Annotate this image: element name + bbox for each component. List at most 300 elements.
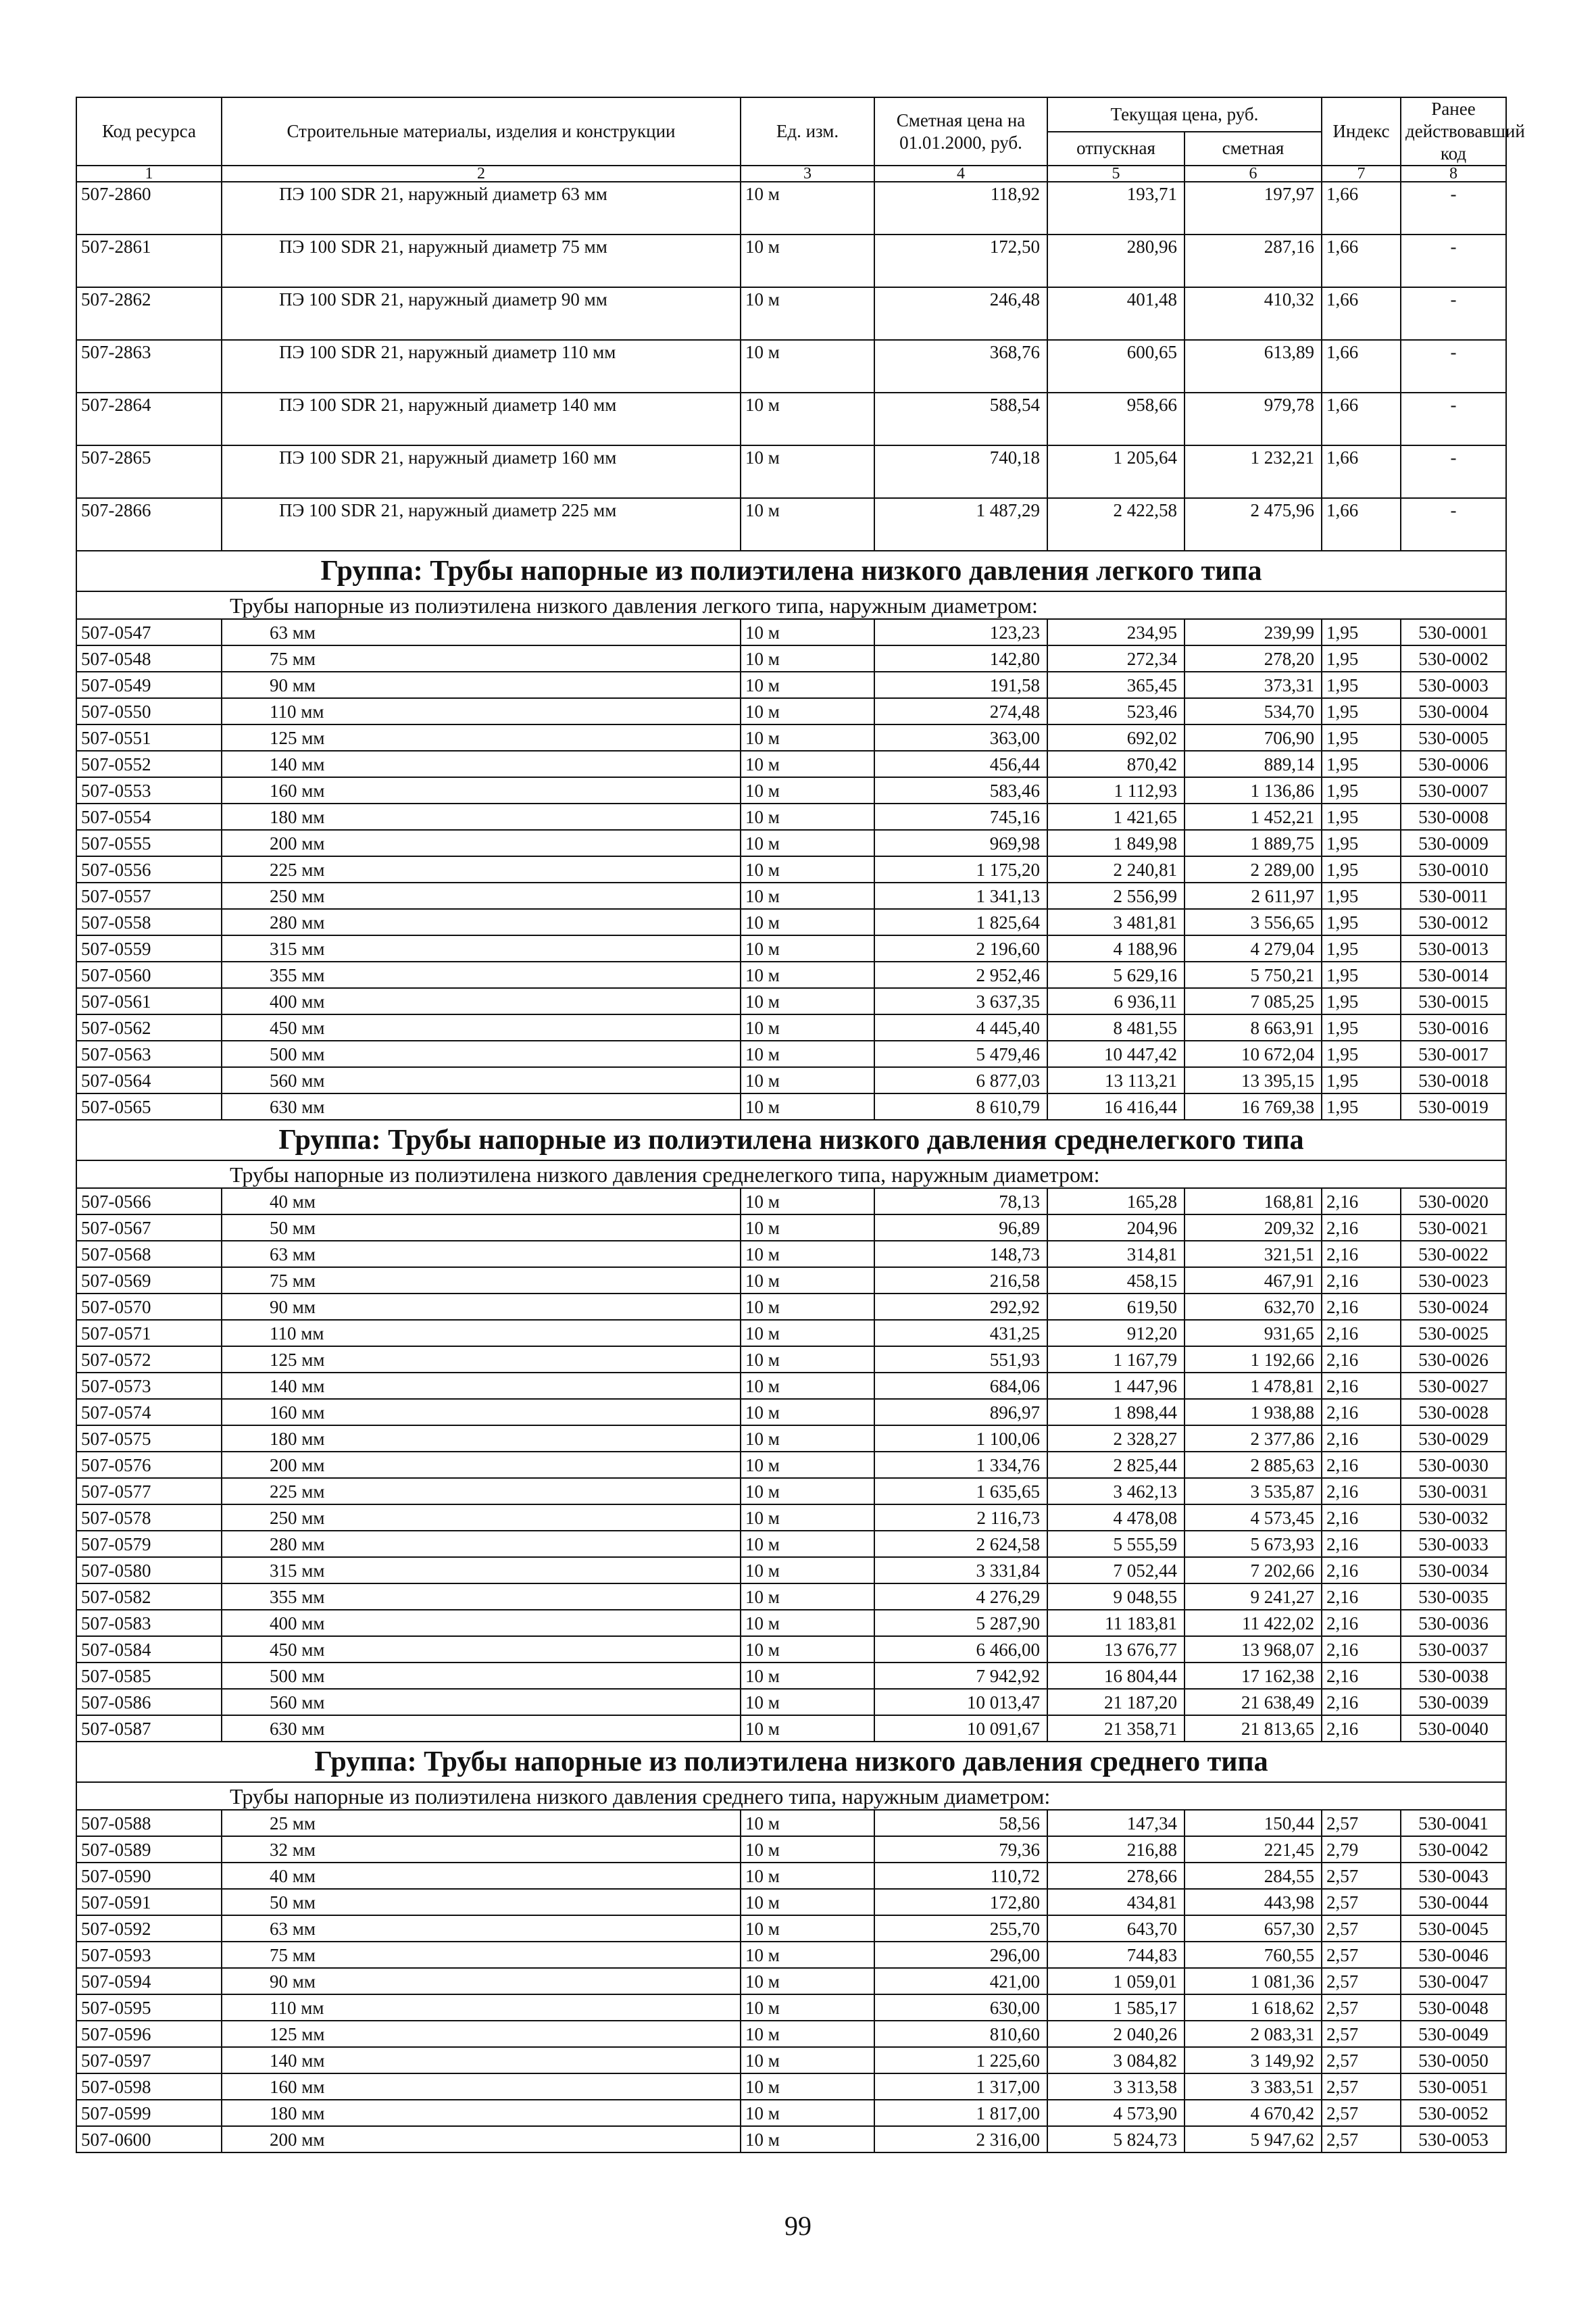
cell-wholesale-price: 6 936,11 <box>1047 988 1184 1014</box>
cell-estimate-price: 278,20 <box>1184 645 1322 672</box>
cell-base-price: 1 341,13 <box>874 883 1047 909</box>
cell-unit: 10 м <box>741 287 874 340</box>
cell-estimate-price: 13 395,15 <box>1184 1067 1322 1093</box>
cell-unit: 10 м <box>741 1214 874 1241</box>
cell-index: 2,79 <box>1322 1836 1401 1863</box>
cell-previous-code: 530-0009 <box>1401 830 1506 856</box>
cell-previous-code: 530-0026 <box>1401 1346 1506 1373</box>
cell-previous-code: 530-0008 <box>1401 804 1506 830</box>
cell-base-price: 2 316,00 <box>874 2126 1047 2152</box>
cell-unit: 10 м <box>741 182 874 235</box>
cell-unit: 10 м <box>741 1241 874 1267</box>
cell-code: 507-0579 <box>76 1531 222 1557</box>
cell-previous-code: 530-0044 <box>1401 1889 1506 1915</box>
cell-index: 1,66 <box>1322 498 1401 551</box>
cell-estimate-price: 9 241,27 <box>1184 1583 1322 1610</box>
price-table <box>76 97 1525 2153</box>
cell-description: 280 мм <box>222 909 741 935</box>
group-subtitle-row <box>76 591 1506 619</box>
cell-description: 630 мм <box>222 1715 741 1742</box>
cell-wholesale-price: 4 573,90 <box>1047 2100 1184 2126</box>
cell-wholesale-price: 193,71 <box>1047 182 1184 235</box>
cell-previous-code: 530-0032 <box>1401 1504 1506 1531</box>
cell-index: 1,66 <box>1322 182 1401 235</box>
col-header-wholesale: отпускная <box>1047 132 1184 166</box>
cell-base-price: 2 624,58 <box>874 1531 1047 1557</box>
cell-description: 90 мм <box>222 672 741 698</box>
cell-previous-code: 530-0024 <box>1401 1294 1506 1320</box>
cell-code: 507-0586 <box>76 1689 222 1715</box>
table-row <box>76 1610 1506 1636</box>
cell-previous-code: 530-0006 <box>1401 751 1506 777</box>
cell-code: 507-0560 <box>76 962 222 988</box>
cell-base-price: 630,00 <box>874 1994 1047 2021</box>
cell-base-price: 1 225,60 <box>874 2047 1047 2073</box>
cell-wholesale-price: 204,96 <box>1047 1214 1184 1241</box>
cell-estimate-price: 2 289,00 <box>1184 856 1322 883</box>
cell-code: 507-0582 <box>76 1583 222 1610</box>
cell-previous-code: 530-0036 <box>1401 1610 1506 1636</box>
table-row <box>76 1241 1506 1267</box>
cell-unit: 10 м <box>741 1663 874 1689</box>
cell-estimate-price: 209,32 <box>1184 1214 1322 1241</box>
cell-wholesale-price: 1 112,93 <box>1047 777 1184 804</box>
table-row <box>76 909 1506 935</box>
cell-unit: 10 м <box>741 1915 874 1942</box>
cell-wholesale-price: 3 313,58 <box>1047 2073 1184 2100</box>
cell-description: 160 мм <box>222 2073 741 2100</box>
cell-base-price: 368,76 <box>874 340 1047 393</box>
cell-code: 507-0558 <box>76 909 222 935</box>
cell-description: 355 мм <box>222 1583 741 1610</box>
cell-previous-code: 530-0025 <box>1401 1320 1506 1346</box>
cell-description: 50 мм <box>222 1889 741 1915</box>
cell-code: 507-0548 <box>76 645 222 672</box>
cell-previous-code: 530-0053 <box>1401 2126 1506 2152</box>
col-header-index: Индекс <box>1322 97 1401 166</box>
cell-index: 2,57 <box>1322 1810 1401 1836</box>
header-row <box>76 97 1506 132</box>
cell-base-price: 58,56 <box>874 1810 1047 1836</box>
cell-base-price: 745,16 <box>874 804 1047 830</box>
col-header-base-price: Сметная цена на 01.01.2000, руб. <box>874 97 1047 166</box>
cell-wholesale-price: 16 804,44 <box>1047 1663 1184 1689</box>
cell-index: 2,16 <box>1322 1636 1401 1663</box>
cell-estimate-price: 632,70 <box>1184 1294 1322 1320</box>
cell-description: 180 мм <box>222 1425 741 1452</box>
cell-base-price: 5 479,46 <box>874 1041 1047 1067</box>
cell-unit: 10 м <box>741 2073 874 2100</box>
cell-wholesale-price: 523,46 <box>1047 698 1184 724</box>
cell-previous-code: 530-0003 <box>1401 672 1506 698</box>
table-row <box>76 1863 1506 1889</box>
cell-code: 507-2866 <box>76 498 222 551</box>
table-row <box>76 883 1506 909</box>
cell-estimate-price: 5 947,62 <box>1184 2126 1322 2152</box>
cell-index: 2,16 <box>1322 1504 1401 1531</box>
cell-estimate-price: 410,32 <box>1184 287 1322 340</box>
cell-estimate-price: 1 136,86 <box>1184 777 1322 804</box>
cell-previous-code: 530-0020 <box>1401 1188 1506 1214</box>
cell-previous-code: 530-0018 <box>1401 1067 1506 1093</box>
cell-previous-code: 530-0045 <box>1401 1915 1506 1942</box>
cell-index: 2,16 <box>1322 1241 1401 1267</box>
cell-wholesale-price: 280,96 <box>1047 235 1184 287</box>
cell-base-price: 96,89 <box>874 1214 1047 1241</box>
cell-index: 2,16 <box>1322 1294 1401 1320</box>
cell-wholesale-price: 278,66 <box>1047 1863 1184 1889</box>
table-row <box>76 698 1506 724</box>
table-row <box>76 935 1506 962</box>
cell-estimate-price: 534,70 <box>1184 698 1322 724</box>
cell-index: 2,57 <box>1322 1994 1401 2021</box>
cell-unit: 10 м <box>741 1689 874 1715</box>
cell-index: 2,57 <box>1322 1863 1401 1889</box>
column-number: 4 <box>874 166 1047 182</box>
cell-estimate-price: 889,14 <box>1184 751 1322 777</box>
table-row <box>76 1636 1506 1663</box>
cell-base-price: 1 175,20 <box>874 856 1047 883</box>
table-row <box>76 1425 1506 1452</box>
cell-index: 2,57 <box>1322 2021 1401 2047</box>
cell-index: 2,57 <box>1322 1968 1401 1994</box>
cell-description: 200 мм <box>222 2126 741 2152</box>
price-table-sheet <box>76 97 1525 2153</box>
cell-base-price: 191,58 <box>874 672 1047 698</box>
cell-unit: 10 м <box>741 1267 874 1294</box>
cell-estimate-price: 287,16 <box>1184 235 1322 287</box>
cell-unit: 10 м <box>741 962 874 988</box>
cell-description: 250 мм <box>222 883 741 909</box>
cell-previous-code: 530-0049 <box>1401 2021 1506 2047</box>
cell-index: 2,16 <box>1322 1557 1401 1583</box>
cell-description: 125 мм <box>222 1346 741 1373</box>
cell-previous-code: 530-0042 <box>1401 1836 1506 1863</box>
cell-code: 507-0589 <box>76 1836 222 1863</box>
cell-unit: 10 м <box>741 1994 874 2021</box>
column-number-row <box>76 166 1506 182</box>
cell-index: 1,66 <box>1322 340 1401 393</box>
table-row <box>76 1557 1506 1583</box>
cell-estimate-price: 931,65 <box>1184 1320 1322 1346</box>
cell-code: 507-2865 <box>76 445 222 498</box>
cell-wholesale-price: 619,50 <box>1047 1294 1184 1320</box>
cell-previous-code: 530-0029 <box>1401 1425 1506 1452</box>
cell-index: 1,66 <box>1322 445 1401 498</box>
group-subtitle-row <box>76 1160 1506 1188</box>
cell-estimate-price: 760,55 <box>1184 1942 1322 1968</box>
cell-base-price: 969,98 <box>874 830 1047 856</box>
cell-previous-code: 530-0015 <box>1401 988 1506 1014</box>
col-header-previous-code: Ранее действовавший код <box>1401 97 1506 166</box>
cell-previous-code: 530-0023 <box>1401 1267 1506 1294</box>
cell-description: ПЭ 100 SDR 21, наружный диаметр 140 мм <box>222 393 741 445</box>
cell-index: 1,95 <box>1322 1067 1401 1093</box>
col-header-current-price: Текущая цена, руб. <box>1047 97 1322 132</box>
cell-description: 75 мм <box>222 1267 741 1294</box>
cell-code: 507-0564 <box>76 1067 222 1093</box>
cell-index: 1,95 <box>1322 804 1401 830</box>
cell-base-price: 4 445,40 <box>874 1014 1047 1041</box>
cell-estimate-price: 373,31 <box>1184 672 1322 698</box>
cell-description: 125 мм <box>222 2021 741 2047</box>
cell-index: 1,66 <box>1322 287 1401 340</box>
cell-code: 507-0554 <box>76 804 222 830</box>
cell-base-price: 8 610,79 <box>874 1093 1047 1120</box>
cell-index: 1,95 <box>1322 856 1401 883</box>
cell-estimate-price: 2 611,97 <box>1184 883 1322 909</box>
table-row <box>76 2047 1506 2073</box>
cell-wholesale-price: 2 556,99 <box>1047 883 1184 909</box>
cell-wholesale-price: 234,95 <box>1047 619 1184 645</box>
table-row <box>76 724 1506 751</box>
cell-wholesale-price: 744,83 <box>1047 1942 1184 1968</box>
table-row <box>76 1093 1506 1120</box>
cell-estimate-price: 2 377,86 <box>1184 1425 1322 1452</box>
cell-unit: 10 м <box>741 830 874 856</box>
cell-code: 507-0592 <box>76 1915 222 1942</box>
cell-wholesale-price: 1 059,01 <box>1047 1968 1184 1994</box>
cell-estimate-price: 8 663,91 <box>1184 1014 1322 1041</box>
cell-description: 75 мм <box>222 645 741 672</box>
cell-unit: 10 м <box>741 2021 874 2047</box>
cell-description: 450 мм <box>222 1014 741 1041</box>
cell-index: 2,16 <box>1322 1689 1401 1715</box>
cell-wholesale-price: 5 824,73 <box>1047 2126 1184 2152</box>
cell-description: 560 мм <box>222 1067 741 1093</box>
cell-previous-code: 530-0030 <box>1401 1452 1506 1478</box>
table-row <box>76 235 1506 287</box>
cell-code: 507-2864 <box>76 393 222 445</box>
cell-code: 507-0552 <box>76 751 222 777</box>
cell-previous-code: 530-0039 <box>1401 1689 1506 1715</box>
cell-wholesale-price: 314,81 <box>1047 1241 1184 1267</box>
column-number: 2 <box>222 166 741 182</box>
cell-base-price: 896,97 <box>874 1399 1047 1425</box>
cell-index: 2,57 <box>1322 2126 1401 2152</box>
cell-unit: 10 м <box>741 1041 874 1067</box>
cell-code: 507-0597 <box>76 2047 222 2073</box>
cell-description: 140 мм <box>222 1373 741 1399</box>
cell-wholesale-price: 16 416,44 <box>1047 1093 1184 1120</box>
cell-code: 507-0551 <box>76 724 222 751</box>
cell-index: 2,16 <box>1322 1531 1401 1557</box>
cell-unit: 10 м <box>741 751 874 777</box>
cell-wholesale-price: 21 358,71 <box>1047 1715 1184 1742</box>
table-row <box>76 1294 1506 1320</box>
table-row <box>76 751 1506 777</box>
cell-description: 160 мм <box>222 777 741 804</box>
cell-estimate-price: 2 083,31 <box>1184 2021 1322 2047</box>
cell-wholesale-price: 958,66 <box>1047 393 1184 445</box>
cell-code: 507-2861 <box>76 235 222 287</box>
cell-unit: 10 м <box>741 724 874 751</box>
cell-code: 507-0587 <box>76 1715 222 1742</box>
cell-unit: 10 м <box>741 2100 874 2126</box>
cell-previous-code: 530-0047 <box>1401 1968 1506 1994</box>
cell-unit: 10 м <box>741 1715 874 1742</box>
cell-previous-code: 530-0002 <box>1401 645 1506 672</box>
cell-wholesale-price: 5 629,16 <box>1047 962 1184 988</box>
cell-previous-code: 530-0052 <box>1401 2100 1506 2126</box>
col-header-materials: Строительные материалы, изделия и конструкции <box>222 97 741 166</box>
table-row <box>76 777 1506 804</box>
cell-code: 507-0567 <box>76 1214 222 1241</box>
cell-index: 1,95 <box>1322 830 1401 856</box>
cell-estimate-price: 657,30 <box>1184 1915 1322 1942</box>
cell-base-price: 172,80 <box>874 1889 1047 1915</box>
cell-index: 2,57 <box>1322 2073 1401 2100</box>
cell-description: ПЭ 100 SDR 21, наружный диаметр 90 мм <box>222 287 741 340</box>
cell-estimate-price: 21 813,65 <box>1184 1715 1322 1742</box>
cell-index: 2,57 <box>1322 1889 1401 1915</box>
table-row <box>76 2021 1506 2047</box>
cell-code: 507-0572 <box>76 1346 222 1373</box>
cell-description: 50 мм <box>222 1214 741 1241</box>
cell-code: 507-0588 <box>76 1810 222 1836</box>
cell-index: 1,95 <box>1322 962 1401 988</box>
cell-wholesale-price: 13 113,21 <box>1047 1067 1184 1093</box>
table-row <box>76 340 1506 393</box>
cell-base-price: 3 637,35 <box>874 988 1047 1014</box>
cell-index: 2,16 <box>1322 1320 1401 1346</box>
cell-estimate-price: 284,55 <box>1184 1863 1322 1889</box>
cell-index: 1,95 <box>1322 672 1401 698</box>
cell-code: 507-0599 <box>76 2100 222 2126</box>
cell-description: ПЭ 100 SDR 21, наружный диаметр 110 мм <box>222 340 741 393</box>
cell-previous-code: 530-0035 <box>1401 1583 1506 1610</box>
cell-estimate-price: 168,81 <box>1184 1188 1322 1214</box>
cell-code: 507-0573 <box>76 1373 222 1399</box>
table-row <box>76 1041 1506 1067</box>
col-header-code: Код ресурса <box>76 97 222 166</box>
cell-code: 507-0563 <box>76 1041 222 1067</box>
cell-previous-code: 530-0019 <box>1401 1093 1506 1120</box>
cell-base-price: 255,70 <box>874 1915 1047 1942</box>
group-title: Группа: Трубы напорные из полиэтилена низкого давления легкого типа <box>76 551 1506 591</box>
cell-previous-code: 530-0007 <box>1401 777 1506 804</box>
cell-unit: 10 м <box>741 1399 874 1425</box>
cell-code: 507-0596 <box>76 2021 222 2047</box>
cell-unit: 10 м <box>741 988 874 1014</box>
table-row <box>76 1214 1506 1241</box>
cell-index: 1,95 <box>1322 698 1401 724</box>
table-row <box>76 804 1506 830</box>
cell-code: 507-0595 <box>76 1994 222 2021</box>
cell-index: 2,16 <box>1322 1452 1401 1478</box>
cell-previous-code: - <box>1401 340 1506 393</box>
cell-previous-code: 530-0011 <box>1401 883 1506 909</box>
cell-description: 200 мм <box>222 830 741 856</box>
column-number: 7 <box>1322 166 1401 182</box>
group-title-row <box>76 1742 1506 1782</box>
cell-previous-code: 530-0021 <box>1401 1214 1506 1241</box>
cell-previous-code: 530-0038 <box>1401 1663 1506 1689</box>
cell-unit: 10 м <box>741 1320 874 1346</box>
cell-base-price: 684,06 <box>874 1373 1047 1399</box>
cell-previous-code: 530-0033 <box>1401 1531 1506 1557</box>
cell-unit: 10 м <box>741 619 874 645</box>
cell-description: 90 мм <box>222 1968 741 1994</box>
cell-index: 2,16 <box>1322 1715 1401 1742</box>
group-title: Группа: Трубы напорные из полиэтилена низкого давления среднелегкого типа <box>76 1120 1506 1160</box>
cell-description: 110 мм <box>222 1320 741 1346</box>
cell-base-price: 5 287,90 <box>874 1610 1047 1636</box>
cell-base-price: 216,58 <box>874 1267 1047 1294</box>
cell-unit: 10 м <box>741 883 874 909</box>
cell-unit: 10 м <box>741 2126 874 2152</box>
group-title-row <box>76 1120 1506 1160</box>
cell-code: 507-0549 <box>76 672 222 698</box>
cell-previous-code: 530-0012 <box>1401 909 1506 935</box>
cell-code: 507-2863 <box>76 340 222 393</box>
cell-wholesale-price: 8 481,55 <box>1047 1014 1184 1041</box>
table-row <box>76 1531 1506 1557</box>
cell-estimate-price: 1 232,21 <box>1184 445 1322 498</box>
cell-description: 500 мм <box>222 1663 741 1689</box>
cell-index: 1,95 <box>1322 883 1401 909</box>
cell-wholesale-price: 1 898,44 <box>1047 1399 1184 1425</box>
cell-unit: 10 м <box>741 235 874 287</box>
table-row <box>76 1663 1506 1689</box>
cell-index: 2,57 <box>1322 1915 1401 1942</box>
cell-unit: 10 м <box>741 777 874 804</box>
cell-estimate-price: 7 202,66 <box>1184 1557 1322 1583</box>
cell-code: 507-0553 <box>76 777 222 804</box>
table-row <box>76 1942 1506 1968</box>
table-row <box>76 988 1506 1014</box>
cell-wholesale-price: 272,34 <box>1047 645 1184 672</box>
cell-previous-code: 530-0010 <box>1401 856 1506 883</box>
cell-base-price: 1 317,00 <box>874 2073 1047 2100</box>
cell-previous-code: 530-0048 <box>1401 1994 1506 2021</box>
cell-description: 250 мм <box>222 1504 741 1531</box>
cell-description: 400 мм <box>222 1610 741 1636</box>
table-row <box>76 1067 1506 1093</box>
cell-index: 1,95 <box>1322 909 1401 935</box>
cell-index: 2,16 <box>1322 1583 1401 1610</box>
cell-estimate-price: 4 573,45 <box>1184 1504 1322 1531</box>
cell-unit: 10 м <box>741 1067 874 1093</box>
cell-wholesale-price: 1 205,64 <box>1047 445 1184 498</box>
cell-description: 32 мм <box>222 1836 741 1863</box>
cell-description: ПЭ 100 SDR 21, наружный диаметр 75 мм <box>222 235 741 287</box>
cell-previous-code: 530-0004 <box>1401 698 1506 724</box>
cell-wholesale-price: 11 183,81 <box>1047 1610 1184 1636</box>
cell-previous-code: - <box>1401 287 1506 340</box>
cell-wholesale-price: 9 048,55 <box>1047 1583 1184 1610</box>
table-row <box>76 645 1506 672</box>
cell-estimate-price: 3 535,87 <box>1184 1478 1322 1504</box>
table-row <box>76 498 1506 551</box>
cell-previous-code: 530-0043 <box>1401 1863 1506 1889</box>
cell-previous-code: 530-0027 <box>1401 1373 1506 1399</box>
cell-previous-code: 530-0031 <box>1401 1478 1506 1504</box>
cell-index: 1,95 <box>1322 1093 1401 1120</box>
table-row <box>76 287 1506 340</box>
cell-index: 1,95 <box>1322 988 1401 1014</box>
cell-base-price: 421,00 <box>874 1968 1047 1994</box>
cell-index: 1,95 <box>1322 777 1401 804</box>
cell-code: 507-0557 <box>76 883 222 909</box>
cell-code: 507-0598 <box>76 2073 222 2100</box>
cell-estimate-price: 1 938,88 <box>1184 1399 1322 1425</box>
table-row <box>76 1014 1506 1041</box>
cell-unit: 10 м <box>741 1452 874 1478</box>
price-table-body <box>76 182 1506 2152</box>
table-row <box>76 1320 1506 1346</box>
table-row <box>76 1715 1506 1742</box>
